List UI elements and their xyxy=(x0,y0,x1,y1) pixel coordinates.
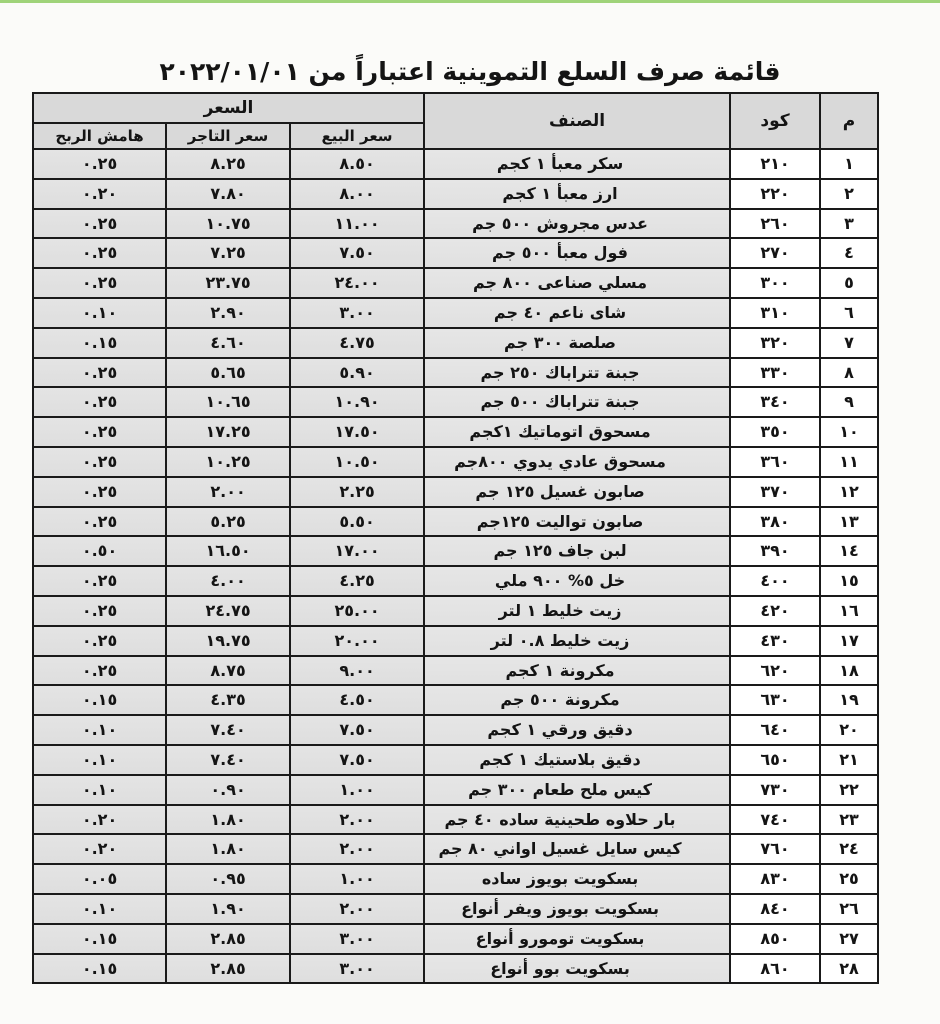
trader-price: ٨.٧٥ xyxy=(166,656,290,686)
item-code: ٧٦٠ xyxy=(730,834,820,864)
table-row xyxy=(33,179,878,209)
sale-price: ٤.٥٠ xyxy=(290,685,424,715)
profit-margin: ٠.٢٥ xyxy=(33,209,166,239)
item-code: ٧٣٠ xyxy=(730,775,820,805)
profit-margin: ٠.١٠ xyxy=(33,775,166,805)
table-row xyxy=(33,477,878,507)
row-number: ١١ xyxy=(820,447,878,477)
sale-price: ٨.٠٠ xyxy=(290,179,424,209)
item-name: مسلي صناعى ٨٠٠ جم xyxy=(424,268,730,298)
item-code: ٨٣٠ xyxy=(730,864,820,894)
table-row xyxy=(33,775,878,805)
table-row xyxy=(33,894,878,924)
row-number: ٤ xyxy=(820,238,878,268)
profit-margin: ٠.٥٠ xyxy=(33,536,166,566)
sale-price: ٣.٠٠ xyxy=(290,954,424,984)
item-name: خل ٥% ٩٠٠ ملي xyxy=(424,566,730,596)
row-number: ٢٧ xyxy=(820,924,878,954)
item-code: ٣١٠ xyxy=(730,298,820,328)
item-name: سكر معبأ ١ كجم xyxy=(424,149,730,179)
profit-margin: ٠.١٥ xyxy=(33,924,166,954)
profit-margin: ٠.١٥ xyxy=(33,954,166,984)
profit-margin: ٠.٢٥ xyxy=(33,656,166,686)
item-code: ٢٢٠ xyxy=(730,179,820,209)
profit-margin: ٠.٢٥ xyxy=(33,149,166,179)
table-body xyxy=(33,149,878,983)
row-number: ١٣ xyxy=(820,507,878,537)
item-code: ٤٣٠ xyxy=(730,626,820,656)
sale-price: ١٠.٩٠ xyxy=(290,387,424,417)
item-name: بسكويت بويوز ساده xyxy=(424,864,730,894)
table-row xyxy=(33,536,878,566)
item-name: بسكويت تومورو أنواع xyxy=(424,924,730,954)
row-number: ١٢ xyxy=(820,477,878,507)
row-number: ٢٦ xyxy=(820,894,878,924)
sale-price: ٥.٥٠ xyxy=(290,507,424,537)
row-number: ١٠ xyxy=(820,417,878,447)
table-row xyxy=(33,954,878,984)
item-code: ٣٦٠ xyxy=(730,447,820,477)
row-number: ٩ xyxy=(820,387,878,417)
row-number: ٢٤ xyxy=(820,834,878,864)
row-number: ٦ xyxy=(820,298,878,328)
profit-margin: ٠.١٥ xyxy=(33,328,166,358)
trader-price: ٠.٩٠ xyxy=(166,775,290,805)
trader-price: ٠.٩٥ xyxy=(166,864,290,894)
item-code: ٣٩٠ xyxy=(730,536,820,566)
item-name: مكرونة ٥٠٠ جم xyxy=(424,685,730,715)
ration-goods-table xyxy=(32,92,879,984)
row-number: ١٥ xyxy=(820,566,878,596)
header-num: م xyxy=(820,93,878,149)
table-row xyxy=(33,417,878,447)
profit-margin: ٠.٢٥ xyxy=(33,477,166,507)
trader-price: ١.٨٠ xyxy=(166,834,290,864)
profit-margin: ٠.٢٥ xyxy=(33,417,166,447)
sale-price: ١٠.٥٠ xyxy=(290,447,424,477)
row-number: ٢٨ xyxy=(820,954,878,984)
sale-price: ٣.٠٠ xyxy=(290,924,424,954)
sale-price: ٨.٥٠ xyxy=(290,149,424,179)
item-code: ٣٠٠ xyxy=(730,268,820,298)
header-price-group: السعر xyxy=(33,93,424,123)
trader-price: ٧.٤٠ xyxy=(166,745,290,775)
item-name: زيت خليط ٠.٨ لتر xyxy=(424,626,730,656)
row-number: ١ xyxy=(820,149,878,179)
item-name: كيس ملح طعام ٣٠٠ جم xyxy=(424,775,730,805)
item-code: ٣٨٠ xyxy=(730,507,820,537)
item-name: جبنة تتراباك ٢٥٠ جم xyxy=(424,358,730,388)
item-code: ٣٣٠ xyxy=(730,358,820,388)
trader-price: ٢٣.٧٥ xyxy=(166,268,290,298)
item-code: ٨٦٠ xyxy=(730,954,820,984)
trader-price: ٧.٤٠ xyxy=(166,715,290,745)
table-row xyxy=(33,715,878,745)
item-code: ٦٢٠ xyxy=(730,656,820,686)
item-code: ٣٢٠ xyxy=(730,328,820,358)
profit-margin: ٠.١٥ xyxy=(33,685,166,715)
sale-price: ٤.٢٥ xyxy=(290,566,424,596)
row-number: ٣ xyxy=(820,209,878,239)
item-name: زيت خليط ١ لتر xyxy=(424,596,730,626)
sale-price: ٩.٠٠ xyxy=(290,656,424,686)
trader-price: ٧.٢٥ xyxy=(166,238,290,268)
trader-price: ١٦.٥٠ xyxy=(166,536,290,566)
trader-price: ٥.٢٥ xyxy=(166,507,290,537)
profit-margin: ٠.٢٥ xyxy=(33,268,166,298)
table-row xyxy=(33,298,878,328)
profit-margin: ٠.٢٥ xyxy=(33,238,166,268)
profit-margin: ٠.٢٥ xyxy=(33,507,166,537)
trader-price: ٤.٣٥ xyxy=(166,685,290,715)
trader-price: ٧.٨٠ xyxy=(166,179,290,209)
item-name: مسحوق اتوماتيك ١كجم xyxy=(424,417,730,447)
row-number: ٧ xyxy=(820,328,878,358)
trader-price: ٤.٠٠ xyxy=(166,566,290,596)
trader-price: ١٩.٧٥ xyxy=(166,626,290,656)
header-code: كود xyxy=(730,93,820,149)
profit-margin: ٠.٢٥ xyxy=(33,447,166,477)
trader-price: ١.٩٠ xyxy=(166,894,290,924)
item-name: صابون غسيل ١٢٥ جم xyxy=(424,477,730,507)
table-row xyxy=(33,149,878,179)
item-code: ٢٦٠ xyxy=(730,209,820,239)
table-row xyxy=(33,864,878,894)
table-row xyxy=(33,238,878,268)
item-code: ٤٠٠ xyxy=(730,566,820,596)
item-code: ٧٤٠ xyxy=(730,805,820,835)
profit-margin: ٠.٢٥ xyxy=(33,566,166,596)
row-number: ١٦ xyxy=(820,596,878,626)
table-row xyxy=(33,596,878,626)
item-code: ٣٤٠ xyxy=(730,387,820,417)
sale-price: ٢.٠٠ xyxy=(290,805,424,835)
trader-price: ١٠.٧٥ xyxy=(166,209,290,239)
page-title: قائمة صرف السلع التموينية اعتباراً من ٢٠٢٢/٠١/٠١ xyxy=(159,57,781,86)
trader-price: ٨.٢٥ xyxy=(166,149,290,179)
row-number: ٢ xyxy=(820,179,878,209)
row-number: ٢٥ xyxy=(820,864,878,894)
profit-margin: ٠.٠٥ xyxy=(33,864,166,894)
profit-margin: ٠.٢٥ xyxy=(33,358,166,388)
row-number: ٥ xyxy=(820,268,878,298)
row-number: ٢١ xyxy=(820,745,878,775)
sale-price: ١٧.٠٠ xyxy=(290,536,424,566)
item-code: ٨٤٠ xyxy=(730,894,820,924)
trader-price: ١٧.٢٥ xyxy=(166,417,290,447)
sale-price: ٧.٥٠ xyxy=(290,745,424,775)
profit-margin: ٠.٢٥ xyxy=(33,596,166,626)
trader-price: ١٠.٦٥ xyxy=(166,387,290,417)
sale-price: ١.٠٠ xyxy=(290,864,424,894)
item-name: فول معبأ ٥٠٠ جم xyxy=(424,238,730,268)
item-name: مسحوق عادي يدوي ٨٠٠جم xyxy=(424,447,730,477)
item-code: ٢١٠ xyxy=(730,149,820,179)
sale-price: ٧.٥٠ xyxy=(290,715,424,745)
sale-price: ٣.٠٠ xyxy=(290,298,424,328)
item-code: ٣٧٠ xyxy=(730,477,820,507)
item-code: ٢٧٠ xyxy=(730,238,820,268)
item-code: ٦٣٠ xyxy=(730,685,820,715)
item-name: كيس سايل غسيل اواني ٨٠ جم xyxy=(424,834,730,864)
row-number: ١٨ xyxy=(820,656,878,686)
trader-price: ١.٨٠ xyxy=(166,805,290,835)
sale-price: ٤.٧٥ xyxy=(290,328,424,358)
table-row xyxy=(33,268,878,298)
table-row xyxy=(33,447,878,477)
table-row xyxy=(33,745,878,775)
item-name: بسكويت بوو أنواع xyxy=(424,954,730,984)
item-name: عدس مجروش ٥٠٠ جم xyxy=(424,209,730,239)
header-trader-price: سعر التاجر xyxy=(166,123,290,149)
table-row xyxy=(33,566,878,596)
row-number: ٢٣ xyxy=(820,805,878,835)
profit-margin: ٠.٢٠ xyxy=(33,834,166,864)
profit-margin: ٠.٢٥ xyxy=(33,387,166,417)
sale-price: ٢.٢٥ xyxy=(290,477,424,507)
table-row xyxy=(33,209,878,239)
header-sale-price: سعر البيع xyxy=(290,123,424,149)
sale-price: ١.٠٠ xyxy=(290,775,424,805)
item-name: ارز معبأ ١ كجم xyxy=(424,179,730,209)
item-name: بسكويت بويوز ويفر أنواع xyxy=(424,894,730,924)
table-row xyxy=(33,656,878,686)
table-row xyxy=(33,507,878,537)
trader-price: ١٠.٢٥ xyxy=(166,447,290,477)
profit-margin: ٠.٢٠ xyxy=(33,805,166,835)
trader-price: ٥.٦٥ xyxy=(166,358,290,388)
trader-price: ٢٤.٧٥ xyxy=(166,596,290,626)
table-row xyxy=(33,685,878,715)
row-number: ١٩ xyxy=(820,685,878,715)
sale-price: ١١.٠٠ xyxy=(290,209,424,239)
item-name: صلصة ٣٠٠ جم xyxy=(424,328,730,358)
table-header xyxy=(33,93,878,149)
sale-price: ٢٠.٠٠ xyxy=(290,626,424,656)
profit-margin: ٠.١٠ xyxy=(33,298,166,328)
row-number: ٨ xyxy=(820,358,878,388)
row-number: ١٧ xyxy=(820,626,878,656)
row-number: ٢٢ xyxy=(820,775,878,805)
sale-price: ١٧.٥٠ xyxy=(290,417,424,447)
profit-margin: ٠.١٠ xyxy=(33,745,166,775)
sale-price: ٥.٩٠ xyxy=(290,358,424,388)
item-name: مكرونة ١ كجم xyxy=(424,656,730,686)
trader-price: ٢.٠٠ xyxy=(166,477,290,507)
table-row xyxy=(33,387,878,417)
sale-price: ٢.٠٠ xyxy=(290,894,424,924)
header-item: الصنف xyxy=(424,93,730,149)
row-number: ٢٠ xyxy=(820,715,878,745)
trader-price: ٢.٨٥ xyxy=(166,924,290,954)
sale-price: ٢٤.٠٠ xyxy=(290,268,424,298)
header-profit-margin: هامش الربح xyxy=(33,123,166,149)
item-name: دقيق ورقي ١ كجم xyxy=(424,715,730,745)
profit-margin: ٠.١٠ xyxy=(33,894,166,924)
item-name: صابون تواليت ١٢٥جم xyxy=(424,507,730,537)
item-code: ٦٤٠ xyxy=(730,715,820,745)
item-name: بار حلاوه طحينية ساده ٤٠ جم xyxy=(424,805,730,835)
profit-margin: ٠.١٠ xyxy=(33,715,166,745)
table-row xyxy=(33,328,878,358)
item-code: ٨٥٠ xyxy=(730,924,820,954)
item-name: شاى ناعم ٤٠ جم xyxy=(424,298,730,328)
item-name: جبنة تتراباك ٥٠٠ جم xyxy=(424,387,730,417)
profit-margin: ٠.٢٠ xyxy=(33,179,166,209)
trader-price: ٢.٨٥ xyxy=(166,954,290,984)
item-code: ٣٥٠ xyxy=(730,417,820,447)
sale-price: ٢.٠٠ xyxy=(290,834,424,864)
item-code: ٤٢٠ xyxy=(730,596,820,626)
table-row xyxy=(33,358,878,388)
table-row xyxy=(33,626,878,656)
item-name: دقيق بلاستيك ١ كجم xyxy=(424,745,730,775)
sale-price: ٢٥.٠٠ xyxy=(290,596,424,626)
profit-margin: ٠.٢٥ xyxy=(33,626,166,656)
item-code: ٦٥٠ xyxy=(730,745,820,775)
table-row xyxy=(33,924,878,954)
sale-price: ٧.٥٠ xyxy=(290,238,424,268)
item-name: لبن جاف ١٢٥ جم xyxy=(424,536,730,566)
row-number: ١٤ xyxy=(820,536,878,566)
table-row xyxy=(33,834,878,864)
trader-price: ٢.٩٠ xyxy=(166,298,290,328)
table-row xyxy=(33,805,878,835)
trader-price: ٤.٦٠ xyxy=(166,328,290,358)
